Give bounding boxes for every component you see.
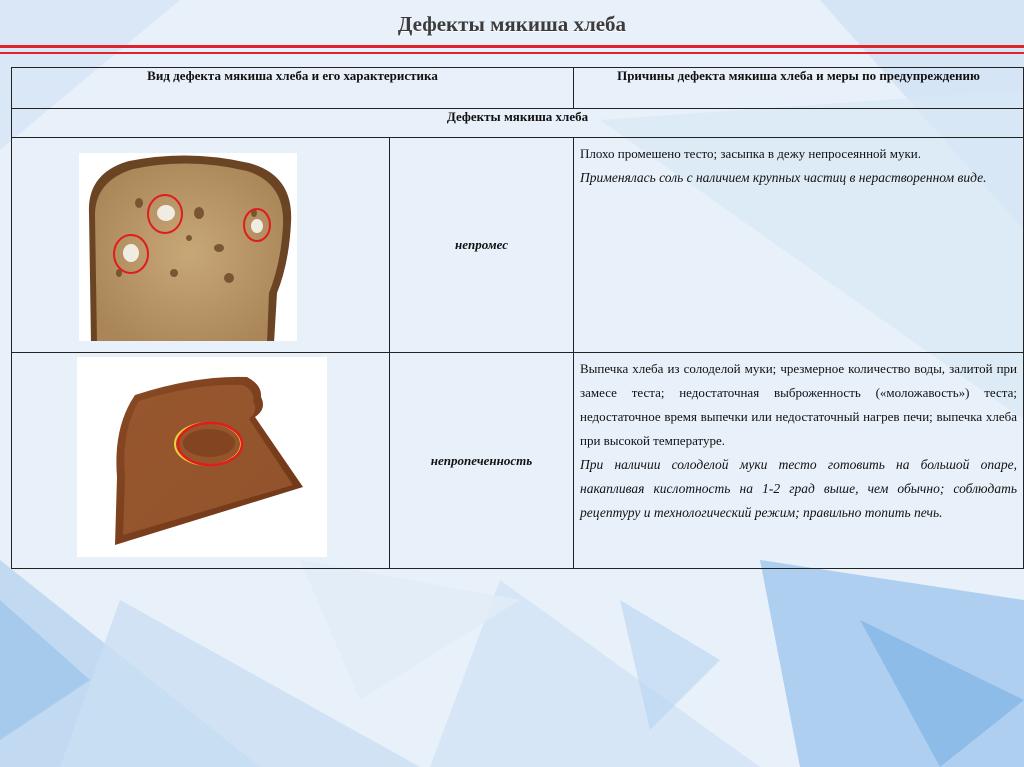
header-defect-type: Вид дефекта мякиша хлеба и его характеристика [12, 68, 574, 109]
bread-photo-nepromes [79, 153, 297, 341]
defect-prevention: Применялась соль с наличием крупных частиц в нерастворенном виде. [580, 170, 987, 185]
defect-description [574, 353, 1024, 569]
defect-name: непромес [390, 138, 574, 353]
title-divider-bottom [0, 52, 1024, 54]
section-row [12, 109, 1024, 138]
defects-table [11, 67, 1024, 569]
defect-name: непропеченность [390, 353, 574, 569]
defect-cause: Плохо промешено тесто; засыпка в дежу непросеянной муки. [580, 146, 921, 161]
slide-title: Дефекты мякиша хлеба [397, 12, 627, 36]
table-header-row [12, 68, 1024, 109]
defect-cause: Выпечка хлеба из солоделой муки; чрезмерное количество воды, залитой при замесе теста; недостаточная выброженность («моложавость») теста; недостаточное время выпечки или недостаточный нагрев печи; выпечка хлеба при высокой температуре. [580, 361, 1017, 448]
defect-image-cell [12, 353, 390, 569]
title-divider-top [0, 45, 1024, 48]
table-row [12, 353, 1024, 569]
defect-image-cell [12, 138, 390, 353]
bread-photo-nepropechennost [77, 357, 327, 557]
section-title: Дефекты мякиша хлеба [12, 109, 1024, 138]
defect-prevention: При наличии солоделой муки тесто готовить на большой опаре, накапливая кислотность на 1-2 град выше, чем обычно; соблюдать рецептуру и технологический режим; правильно топить печь. [580, 457, 1017, 520]
header-causes: Причины дефекта мякиша хлеба и меры по предупреждению [574, 68, 1024, 109]
table-row [12, 138, 1024, 353]
defect-description [574, 138, 1024, 353]
